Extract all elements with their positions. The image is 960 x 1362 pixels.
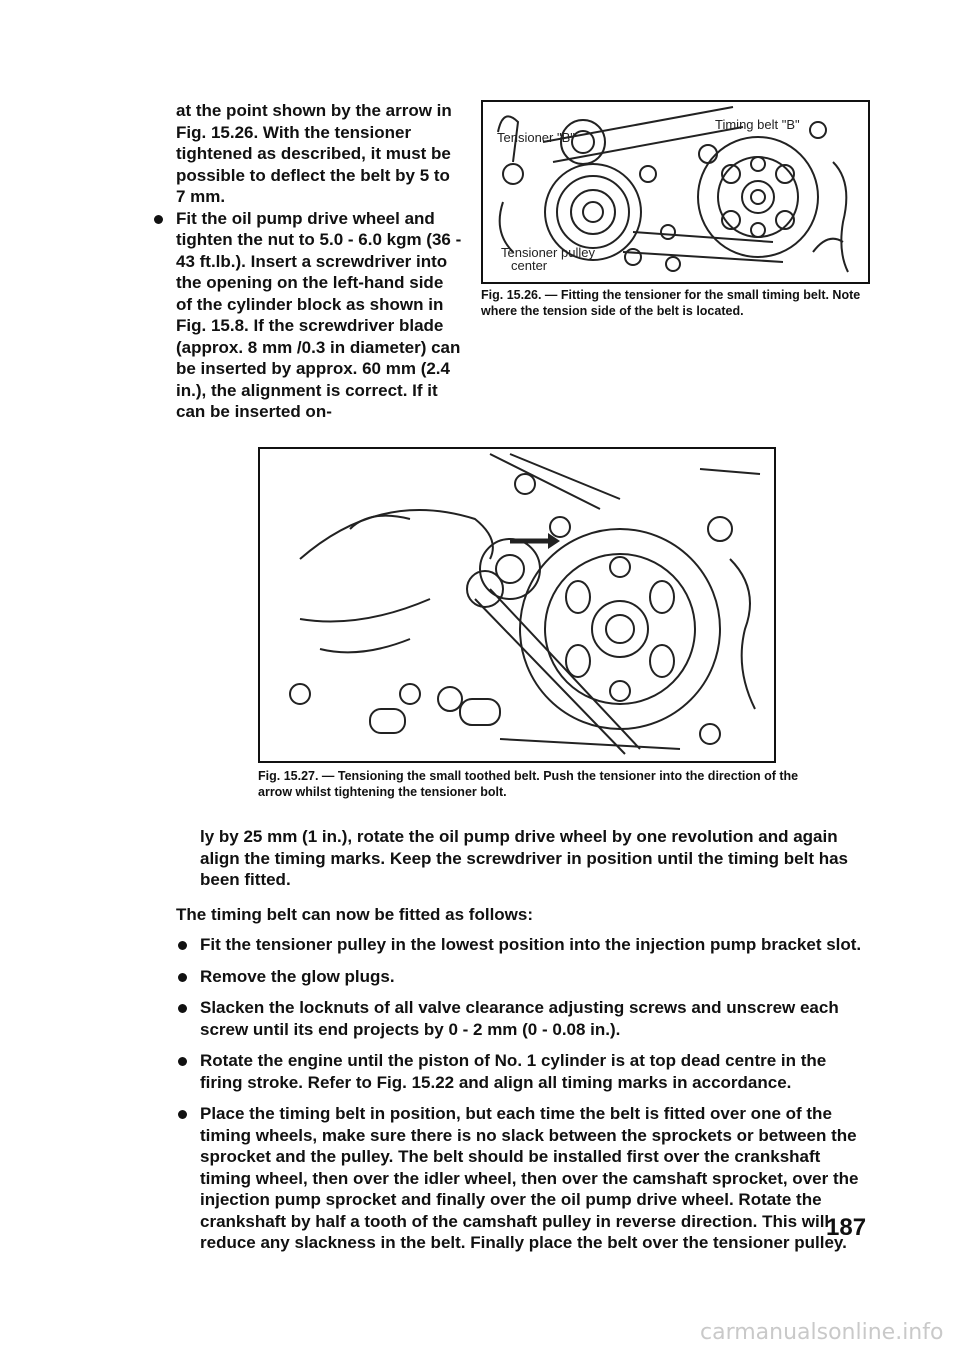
label-tensioner: Tensioner "B" — [497, 130, 575, 145]
tensioning-illustration — [260, 449, 774, 761]
list-item: Rotate the engine until the piston of No. 1 cylinder is at top dead centre in the firing stroke. Refer to Fig. 15.22 and align all timing marks in accordance. — [200, 1050, 870, 1093]
figure-15-27 — [258, 447, 776, 763]
caption-fig-15-26: Fig. 15.26. — Fitting the tensioner for the small timing belt. Note where the tension side of the belt is located. — [481, 288, 861, 318]
watermark: carmanualsonline.info — [700, 1320, 944, 1345]
continuation-paragraph: ly by 25 mm (1 in.), rotate the oil pump drive wheel by one revolution and again align the timing marks. Keep the screwdriver in position until the timing belt has been fitted. — [200, 827, 848, 889]
list-item: Remove the glow plugs. — [200, 966, 870, 988]
paragraph-continued: at the point shown by the arrow in Fig. 15.26. With the tensioner tightened as described, it must be possible to deflect the belt by 5 to 7 mm. — [176, 101, 452, 206]
tensioner-diagram — [483, 102, 868, 282]
bullet-dot — [154, 215, 163, 224]
left-column — [176, 100, 464, 423]
bullet-dot — [178, 941, 187, 950]
label-center: center — [511, 258, 548, 273]
figure-15-26 — [481, 100, 870, 284]
list-item: Place the timing belt in position, but each time the belt is fitted over one of the timing wheels, make sure there is no slack between the sprockets or between the sprocket and the pulley. The belt should be installed first over the crankshaft timing wheel, then over the idler wheel, then over the camshaft sprocket, over the injection pump sprocket and finally over the oil pump drive wheel. Rotate the crankshaft by half a tooth of the camshaft pulley in reverse direction. This will reduce any slackness in the belt. Finally place the belt over the tensioner pulley. — [200, 1103, 870, 1254]
list-item: Fit the tensioner pulley in the lowest position into the injection pump bracket slot. — [200, 934, 870, 956]
procedure-list — [200, 934, 870, 1264]
page-number: 187 — [826, 1214, 867, 1241]
bullet-dot — [178, 1110, 187, 1119]
bullet-text: Fit the oil pump drive wheel and tighten the nut to 5.0 - 6.0 kgm (36 - 43 ft.lb.). Insert a screwdriver into the opening on the left-hand side of the cylinder block as shown in Fig. 15.8. If the screwdriver blade (approx. 8 mm /0.3 in diameter) can be inserted by approx. 60 mm (2.4 in.), the alignment is correct. If it can be inserted on- — [176, 208, 462, 421]
list-item: Slacken the locknuts of all valve clearance adjusting screws and unscrew each screw until its end projects by 0 - 2 mm (0 - 0.08 in.). — [200, 997, 870, 1040]
label-timing-belt: Timing belt "B" — [715, 117, 800, 132]
bullet-oil-pump — [176, 208, 464, 423]
intro-paragraph: The timing belt can now be fitted as follows: — [176, 905, 534, 924]
bullet-dot — [178, 973, 187, 982]
label-tensioner-pulley: Tensioner pulley — [501, 245, 595, 260]
caption-fig-15-27: Fig. 15.27. — Tensioning the small toothed belt. Push the tensioner into the direction of the arrow whilst tightening the tensioner bolt. — [258, 769, 799, 799]
bullet-dot — [178, 1004, 187, 1013]
bullet-dot — [178, 1057, 187, 1066]
